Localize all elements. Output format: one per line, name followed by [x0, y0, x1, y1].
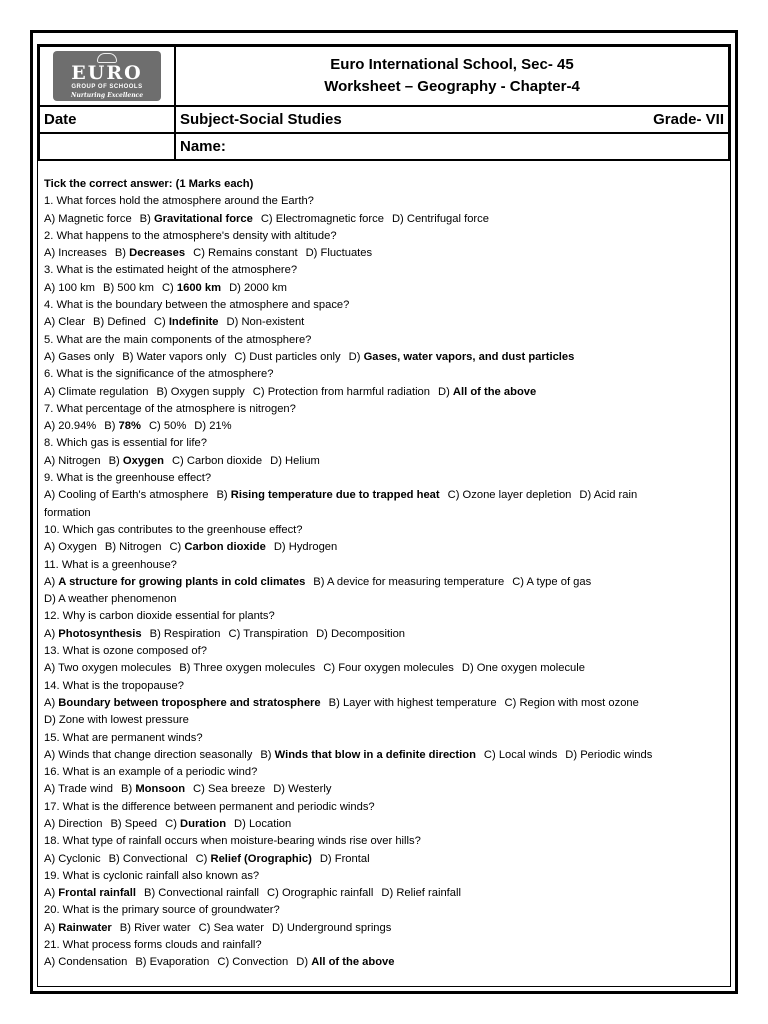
answer-option[interactable]: A) Winds that change direction seasonally [44, 748, 253, 761]
answer-option[interactable]: A) Condensation [44, 956, 128, 969]
correct-option[interactable]: C) Duration [165, 817, 227, 830]
question-text: 7. What percentage of the atmosphere is nitrogen? [44, 402, 296, 415]
correct-option[interactable]: B) Decreases [114, 247, 186, 260]
options-line [44, 505, 728, 522]
answer-option[interactable]: D) One oxygen molecule [461, 662, 585, 675]
question-text: 20. What is the primary source of groundwater? [44, 904, 280, 917]
options-line [44, 695, 728, 712]
answer-option[interactable]: D) A weather phenomenon [44, 593, 177, 606]
question-list [44, 176, 728, 972]
logo-brand: EURO [71, 62, 143, 84]
answer-option[interactable]: A) Gases only [44, 350, 115, 363]
answer-option[interactable]: B) Nitrogen [104, 541, 162, 554]
logo-cell [39, 46, 175, 106]
answer-option[interactable]: A) Trade wind [44, 783, 114, 796]
options-line [44, 574, 728, 591]
grade-label: Grade- VII [653, 111, 724, 128]
answer-option[interactable]: D) Periodic winds [565, 748, 653, 761]
options-line [44, 885, 728, 902]
correct-option[interactable]: B) Gravitational force [139, 212, 253, 225]
options-line [44, 781, 728, 798]
question-text: 5. What are the main components of the atmosphere? [44, 333, 312, 346]
options-line [44, 418, 728, 435]
answer-option[interactable]: D) Centrifugal force [391, 212, 489, 225]
answer-option[interactable]: B) Speed [110, 817, 158, 830]
answer-option[interactable]: C) Sea breeze [193, 783, 266, 796]
answer-option[interactable]: B) Oxygen supply [156, 385, 245, 398]
correct-option[interactable]: B) Rising temperature due to trapped heat [216, 489, 440, 502]
answer-option[interactable]: C) Region with most ozone [504, 696, 639, 709]
question-text: 12. Why is carbon dioxide essential for plants? [44, 610, 275, 623]
correct-option[interactable]: A) Boundary between troposphere and stratosphere [44, 696, 321, 709]
answer-option[interactable]: B) Water vapors only [122, 350, 227, 363]
question-text: 16. What is an example of a periodic wind? [44, 766, 258, 779]
answer-option[interactable]: D) Helium [270, 454, 320, 467]
options-line [44, 539, 728, 556]
answer-option[interactable]: D) 2000 km [229, 281, 287, 294]
answer-option[interactable]: B) Convectional [108, 852, 188, 865]
correct-option[interactable]: B) Oxygen [108, 454, 164, 467]
answer-option[interactable]: C) Local winds [483, 748, 558, 761]
answer-option[interactable]: formation [44, 506, 91, 519]
title-cell [175, 46, 729, 106]
answer-option[interactable]: C) A type of gas [512, 575, 592, 588]
question-text: 3. What is the estimated height of the atmosphere? [44, 264, 298, 277]
options-line [44, 712, 728, 729]
correct-option[interactable]: D) All of the above [296, 956, 395, 969]
answer-option[interactable]: C) Carbon dioxide [171, 454, 263, 467]
answer-option[interactable]: C) Electromagnetic force [260, 212, 384, 225]
question-text: 4. What is the boundary between the atmosphere and space? [44, 299, 350, 312]
correct-option[interactable]: C) Indefinite [153, 316, 219, 329]
correct-option[interactable]: C) 1600 km [161, 281, 222, 294]
answer-option[interactable]: B) Respiration [149, 627, 221, 640]
options-line [44, 245, 728, 262]
question-text: 8. Which gas is essential for life? [44, 437, 207, 450]
answer-option[interactable]: D) Hydrogen [273, 541, 338, 554]
header-table [38, 45, 730, 161]
question-text: 10. Which gas contributes to the greenhouse effect? [44, 523, 303, 536]
answer-option[interactable]: B) 500 km [102, 281, 154, 294]
options-line [44, 591, 728, 608]
answer-option[interactable]: C) Transpiration [228, 627, 309, 640]
worksheet-frame [37, 44, 731, 987]
answer-option[interactable]: B) A device for measuring temperature [313, 575, 505, 588]
answer-option[interactable]: A) Cooling of Earth's atmosphere [44, 489, 209, 502]
worksheet-title: Worksheet – Geography - Chapter-4 [324, 78, 580, 95]
answer-option[interactable]: C) Sea water [198, 921, 264, 934]
instruction: Tick the correct answer: (1 Marks each) [44, 178, 254, 190]
answer-option[interactable]: D) Relief rainfall [381, 887, 461, 900]
school-logo [53, 51, 161, 101]
answer-option[interactable]: A) Oxygen [44, 541, 97, 554]
answer-option[interactable]: D) Non-existent [226, 316, 305, 329]
answer-option[interactable]: B) Defined [93, 316, 146, 329]
correct-option[interactable]: A) Frontal rainfall [44, 887, 136, 900]
correct-option[interactable]: C) Carbon dioxide [169, 541, 266, 554]
options-line [44, 816, 728, 833]
question-text: 13. What is ozone composed of? [44, 645, 207, 658]
school-name: Euro International School, Sec- 45 [330, 56, 574, 73]
options-line [44, 314, 728, 331]
answer-option[interactable]: B) Layer with highest temperature [328, 696, 497, 709]
answer-option[interactable]: D) Location [234, 817, 292, 830]
answer-option[interactable]: A) Direction [44, 817, 103, 830]
options-line [44, 453, 728, 470]
answer-option[interactable]: D) Westerly [273, 783, 332, 796]
answer-option[interactable]: A) 100 km [44, 281, 95, 294]
options-line [44, 920, 728, 937]
question-text: 15. What are permanent winds? [44, 731, 203, 744]
options-line [44, 747, 728, 764]
answer-option[interactable]: B) Convectional rainfall [144, 887, 260, 900]
answer-option[interactable]: A) Nitrogen [44, 454, 101, 467]
answer-option[interactable]: A) Two oxygen molecules [44, 662, 172, 675]
question-text: 2. What happens to the atmosphere's density with altitude? [44, 229, 337, 242]
question-text: 1. What forces hold the atmosphere around the Earth? [44, 195, 314, 208]
answer-option[interactable]: D) Frontal [319, 852, 370, 865]
question-text: 18. What type of rainfall occurs when moisture-bearing winds rise over hills? [44, 835, 421, 848]
correct-option[interactable]: A) Rainwater [44, 921, 112, 934]
logo-tagline: Nurturing Excellence [70, 92, 144, 99]
answer-option[interactable]: C) Protection from harmful radiation [252, 385, 430, 398]
answer-option[interactable]: B) Evaporation [135, 956, 210, 969]
answer-option[interactable]: D) Decomposition [316, 627, 406, 640]
answer-option[interactable]: C) Convection [217, 956, 289, 969]
answer-option[interactable]: C) 50% [148, 420, 187, 433]
options-line [44, 280, 728, 297]
answer-option[interactable]: A) Cyclonic [44, 852, 101, 865]
answer-option[interactable]: C) Ozone layer depletion [447, 489, 572, 502]
correct-option[interactable]: B) 78% [104, 420, 141, 433]
question-text: 17. What is the difference between permanent and periodic winds? [44, 800, 375, 813]
answer-option[interactable]: D) Acid rain [579, 489, 638, 502]
answer-option[interactable]: D) Fluctuates [305, 247, 373, 260]
page-border [30, 30, 738, 994]
question-text: 9. What is the greenhouse effect? [44, 472, 212, 485]
date-value-cell[interactable] [39, 133, 175, 160]
answer-option[interactable]: D) Zone with lowest pressure [44, 714, 189, 727]
correct-option[interactable]: D) Gases, water vapors, and dust particles [348, 350, 575, 363]
answer-option[interactable]: A) Climate regulation [44, 385, 149, 398]
answer-option[interactable]: C) Dust particles only [234, 350, 341, 363]
options-line [44, 349, 728, 366]
name-field[interactable]: Name: [175, 133, 729, 160]
answer-option[interactable]: D) 21% [194, 420, 232, 433]
options-line [44, 211, 728, 228]
answer-option[interactable]: A) Increases [44, 247, 107, 260]
options-line [44, 487, 728, 504]
logo-subtitle: GROUP OF SCHOOLS [71, 84, 143, 90]
answer-option[interactable]: C) Four oxygen molecules [323, 662, 454, 675]
options-line [44, 851, 728, 868]
correct-option[interactable]: A) A structure for growing plants in cold climates [44, 575, 306, 588]
question-text: 11. What is a greenhouse? [44, 558, 177, 571]
question-text: 21. What process forms clouds and rainfall? [44, 939, 262, 952]
correct-option[interactable]: B) Winds that blow in a definite direction [260, 748, 476, 761]
answer-option[interactable]: B) Three oxygen molecules [179, 662, 316, 675]
answer-option[interactable]: C) Orographic rainfall [267, 887, 374, 900]
subject-grade-cell [175, 106, 729, 133]
question-text: 6. What is the significance of the atmosphere? [44, 368, 274, 381]
date-label: Date [39, 106, 175, 133]
correct-option[interactable]: B) Monsoon [121, 783, 186, 796]
correct-option[interactable]: D) All of the above [438, 385, 537, 398]
correct-option[interactable]: A) Photosynthesis [44, 627, 142, 640]
options-line [44, 384, 728, 401]
answer-option[interactable]: D) Underground springs [271, 921, 392, 934]
question-text: 14. What is the tropopause? [44, 679, 184, 692]
answer-option[interactable]: B) River water [119, 921, 191, 934]
subject-label: Subject-Social Studies [180, 111, 342, 128]
answer-option[interactable]: A) Clear [44, 316, 86, 329]
question-text: 19. What is cyclonic rainfall also known as? [44, 869, 260, 882]
options-line [44, 954, 728, 971]
answer-option[interactable]: A) 20.94% [44, 420, 97, 433]
correct-option[interactable]: C) Relief (Orographic) [195, 852, 312, 865]
options-line [44, 626, 728, 643]
options-line [44, 660, 728, 677]
answer-option[interactable]: C) Remains constant [193, 247, 298, 260]
answer-option[interactable]: A) Magnetic force [44, 212, 132, 225]
